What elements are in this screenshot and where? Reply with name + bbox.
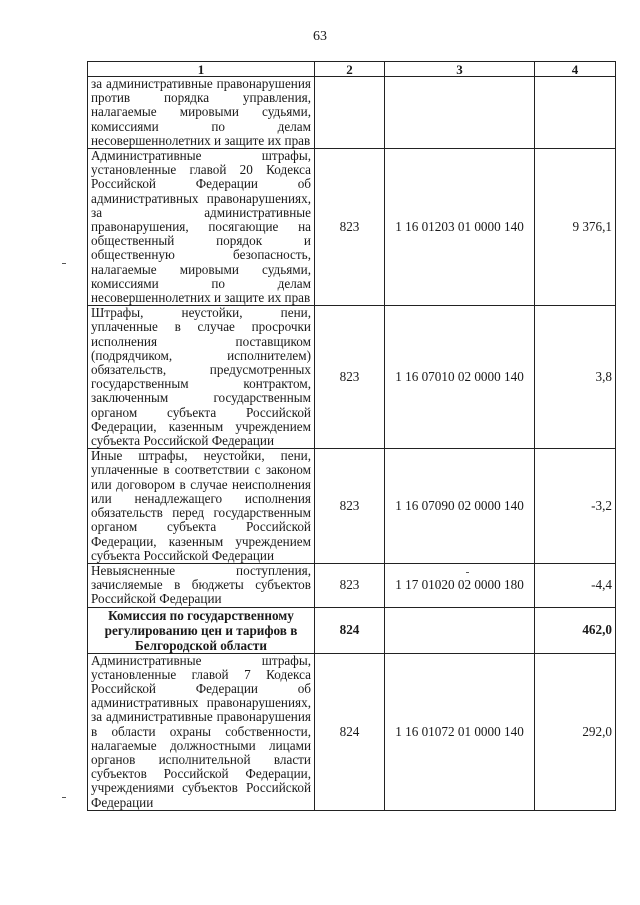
column-header-2: 2	[315, 62, 385, 77]
row-admin-code: 824	[315, 653, 385, 810]
row-amount	[535, 77, 616, 149]
organization-row	[88, 607, 616, 653]
scan-speck	[62, 797, 66, 798]
column-header-4: 4	[535, 62, 616, 77]
table-header-row	[88, 62, 616, 77]
row-description: Штрафы, неустойки, пени, уплаченные в случае просрочки исполнения поставщиком (подрядчиком, исполнителем) обязательств, предусмотренных государственным контрактом, заключенным государственным органом субъекта Российской Федерации, казенным учреждением субъекта Российской Федерации	[88, 306, 315, 449]
row-kbk-code: 1 16 01203 01 0000 140	[385, 149, 535, 306]
row-amount: 3,8	[535, 306, 616, 449]
row-description: Административные штрафы, установленные главой 7 Кодекса Российской Федерации об административных правонарушениях, за административные правонарушения в области охраны собственности, налагаемые должностными лицами органов исполнительной власти субъектов Российской Федерации, учреждениями субъектов Российской Федерации	[88, 653, 315, 810]
table-row	[88, 149, 616, 306]
row-admin-code: 823	[315, 306, 385, 449]
table-row	[88, 653, 616, 810]
row-amount: 9 376,1	[535, 149, 616, 306]
column-header-3: 3	[385, 62, 535, 77]
row-admin-code: 823	[315, 563, 385, 607]
row-amount: -3,2	[535, 449, 616, 564]
row-kbk-code: 1 16 01072 01 0000 140	[385, 653, 535, 810]
row-description: Административные штрафы, установленные главой 20 Кодекса Российской Федерации об административных правонарушениях, за административные правонарушения, посягающие на общественный порядок и общественную безопасность, налагаемые мировыми судьями, комиссиями по делам несовершеннолетних и защите их прав	[88, 149, 315, 306]
row-admin-code: 823	[315, 449, 385, 564]
scan-speck	[466, 572, 469, 573]
row-description: Иные штрафы, неустойки, пени, уплаченные в соответствии с законом или договором в случае неисполнения или ненадлежащего исполнения обязательств перед государственным органом субъекта Российской Федерации, казенным учреждением субъекта Российской Федерации	[88, 449, 315, 564]
row-amount: -4,4	[535, 563, 616, 607]
row-amount: 462,0	[535, 607, 616, 653]
row-description: Невыясненные поступления, зачисляемые в бюджеты субъектов Российской Федерации	[88, 563, 315, 607]
table-row	[88, 306, 616, 449]
row-kbk-code	[385, 77, 535, 149]
row-admin-code: 824	[315, 607, 385, 653]
table-row	[88, 77, 616, 149]
row-kbk-code: 1 16 07090 02 0000 140	[385, 449, 535, 564]
row-admin-code: 823	[315, 149, 385, 306]
row-amount: 292,0	[535, 653, 616, 810]
budget-revenue-table	[87, 61, 616, 811]
organization-name: Комиссия по государственному регулированию цен и тарифов в Белгородской области	[88, 607, 315, 653]
column-header-1: 1	[88, 62, 315, 77]
scan-speck	[62, 263, 66, 264]
row-description: за административные правонарушения против порядка управления, налагаемые мировыми судьями, комиссиями по делам несовершеннолетних и защите их прав	[88, 77, 315, 149]
row-kbk-code: 1 17 01020 02 0000 180	[385, 563, 535, 607]
row-kbk-code	[385, 607, 535, 653]
table-row	[88, 449, 616, 564]
page-number: 63	[313, 29, 327, 44]
row-kbk-code: 1 16 07010 02 0000 140	[385, 306, 535, 449]
table-row	[88, 563, 616, 607]
row-admin-code	[315, 77, 385, 149]
